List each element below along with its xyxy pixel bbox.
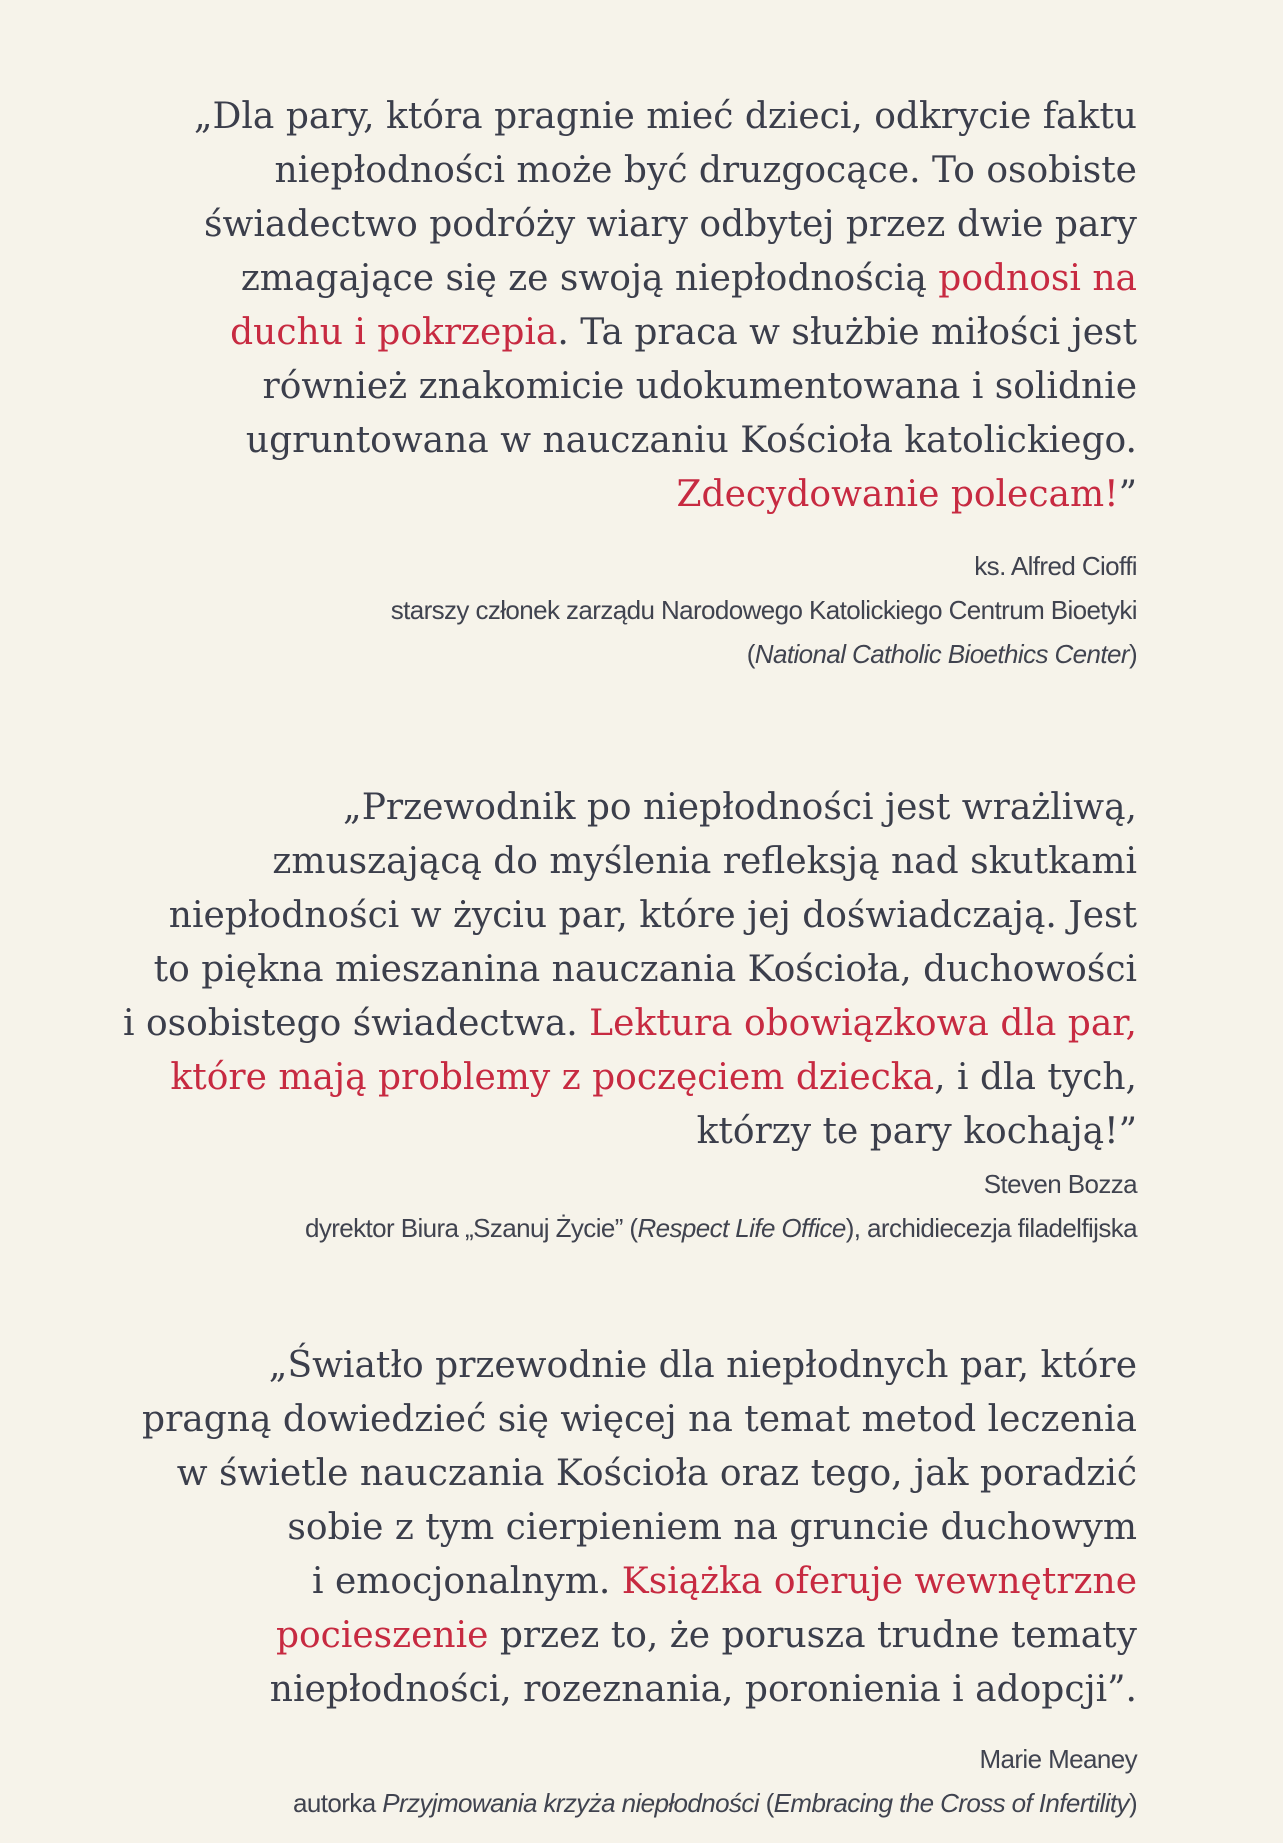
- text-line: [123, 889, 1137, 943]
- text-line: [123, 835, 1137, 889]
- text-line: [305, 1206, 1137, 1250]
- text-segment: ”: [1118, 474, 1137, 515]
- text-line: [142, 1663, 1137, 1717]
- text-segment: Embracing the Cross of Infertility: [773, 1788, 1129, 1818]
- text-line: [194, 360, 1137, 414]
- text-segment: świadectwo podróży wiary odbytej przez dwie pary: [204, 204, 1137, 245]
- blurb-1-quote: [194, 90, 1137, 522]
- text-line: [391, 588, 1137, 632]
- text-segment: niepłodności może być druzgocące. To osobiste: [274, 150, 1137, 191]
- text-segment: przez to, że porusza trudne tematy: [488, 1615, 1137, 1656]
- text-segment: , i dla tych,: [934, 1057, 1137, 1098]
- text-line: [142, 1501, 1137, 1555]
- blurb-2-attribution: [305, 1162, 1137, 1250]
- highlighted-text: Zdecydowanie polecam!: [676, 474, 1119, 515]
- text-segment: Steven Bozza: [983, 1169, 1137, 1199]
- text-line: [194, 468, 1137, 522]
- text-segment: Przyjmowania krzyża niepłodności: [382, 1788, 759, 1818]
- highlighted-text: Lektura obowiązkowa dla par,: [589, 1003, 1137, 1044]
- text-segment: zmuszającą do myślenia refleksją nad skutkami: [272, 841, 1137, 882]
- text-line: [194, 198, 1137, 252]
- highlighted-text: duchu i pokrzepia: [230, 312, 558, 353]
- text-line: [194, 144, 1137, 198]
- text-segment: i osobistego świadectwa.: [123, 1003, 590, 1044]
- highlighted-text: podnosi na: [938, 258, 1137, 299]
- text-segment: Respect Life Office: [637, 1213, 846, 1243]
- text-segment: autorka: [293, 1788, 383, 1818]
- text-segment: (: [746, 639, 755, 669]
- text-segment: zmagające się ze swoją niepłodnością: [240, 258, 939, 299]
- blurb-2-quote: [123, 781, 1137, 1159]
- text-segment: ugruntowana w nauczaniu Kościoła katolickiego.: [245, 420, 1137, 461]
- text-segment: i emocjonalnym.: [312, 1561, 622, 1602]
- text-segment: w świetle nauczania Kościoła oraz tego, jak poradzić: [176, 1453, 1137, 1494]
- text-segment: dyrektor Biura „Szanuj Życie” (: [304, 1213, 638, 1243]
- text-line: [391, 632, 1137, 676]
- text-segment: ): [1128, 1788, 1137, 1818]
- text-line: [123, 781, 1137, 835]
- text-segment: również znakomicie udokumentowana i solidnie: [262, 366, 1137, 407]
- highlighted-text: pocieszenie: [275, 1615, 489, 1656]
- text-segment: niepłodności w życiu par, które jej doświadczają. Jest: [168, 895, 1137, 936]
- text-segment: ), archidiecezja filadelfijska: [845, 1213, 1137, 1243]
- text-segment: pragną dowiedzieć się więcej na temat metod leczenia: [142, 1399, 1137, 1440]
- text-segment: ks. Alfred Cioffi: [974, 551, 1137, 581]
- text-line: [194, 414, 1137, 468]
- text-segment: którzy te pary kochają!”: [696, 1111, 1137, 1152]
- text-line: [123, 1051, 1137, 1105]
- text-segment: to piękna mieszanina nauczania Kościoła, duchowości: [153, 949, 1137, 990]
- highlighted-text: Książka oferuje wewnętrzne: [621, 1561, 1137, 1602]
- text-segment: ): [1128, 639, 1137, 669]
- blurb-1-attribution: [391, 544, 1137, 676]
- text-line: [142, 1555, 1137, 1609]
- text-segment: „Światło przewodnie dla niepłodnych par, które: [268, 1345, 1137, 1386]
- text-line: [391, 544, 1137, 588]
- text-line: [293, 1737, 1137, 1781]
- text-line: [305, 1162, 1137, 1206]
- text-segment: „Dla pary, która pragnie mieć dzieci, odkrycie faktu: [193, 96, 1137, 137]
- text-line: [142, 1393, 1137, 1447]
- text-line: [123, 997, 1137, 1051]
- text-line: [142, 1447, 1137, 1501]
- text-segment: . Ta praca w służbie miłości jest: [557, 312, 1137, 353]
- text-line: [293, 1781, 1137, 1825]
- blurb-3-attribution: [293, 1737, 1137, 1825]
- text-line: [142, 1609, 1137, 1663]
- text-line: [123, 1105, 1137, 1159]
- text-segment: „Przewodnik po niepłodności jest wrażliwą,: [343, 787, 1137, 828]
- text-line: [194, 252, 1137, 306]
- text-segment: (: [758, 1788, 774, 1818]
- text-line: [123, 943, 1137, 997]
- text-line: [194, 90, 1137, 144]
- text-segment: niepłodności, rozeznania, poronienia i adopcji”.: [269, 1669, 1137, 1710]
- text-segment: sobie z tym cierpieniem na gruncie duchowym: [287, 1507, 1137, 1548]
- blurb-3-quote: [142, 1339, 1137, 1717]
- text-segment: Marie Meaney: [979, 1744, 1137, 1774]
- text-line: [142, 1339, 1137, 1393]
- text-segment: National Catholic Bioethics Center: [754, 639, 1129, 669]
- text-line: [194, 306, 1137, 360]
- text-segment: starszy członek zarządu Narodowego Katolickiego Centrum Bioetyki: [390, 595, 1137, 625]
- highlighted-text: które mają problemy z poczęciem dziecka: [170, 1057, 935, 1098]
